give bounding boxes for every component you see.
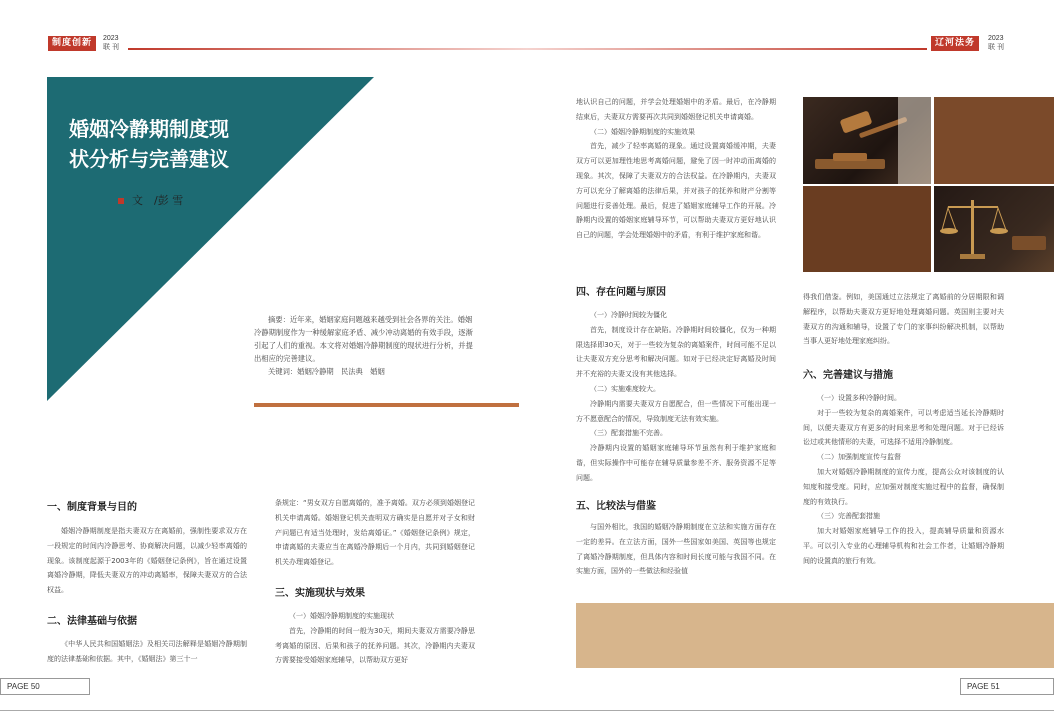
footer-rule-right [527, 710, 1054, 711]
title-line-1: 婚姻冷静期制度现 [69, 117, 229, 141]
issue-label-right: 联 刊 [988, 44, 1004, 51]
column-3-body: 地认识自己的问题，并学会处理婚姻中的矛盾。最后，在冷静期结束后，夫妻双方需要再次共同到婚姻登记机关申请离婚。 （二）婚姻冷静期制度的实施效果 首先，减少了轻率离婚的现象。通过设置离婚缓冲期，夫妻双方可以更加理性地思考离婚问题，避免了因一时冲动而离婚的现象。其次，保障了夫妻双方的合法权益。在冷静期内，夫妻双方可以充分了解离婚的法律后果，并对孩子的抚养和财产分割等问题进行妥善处理。最后，促进了婚姻家庭辅导工作的开展。冷静期内设置的婚姻家庭辅导环节，可以帮助夫妻双方更好地认识自己的问题，学会处理婚姻中的矛盾，有利于维护家庭和谐。 [576, 98, 776, 240]
issue-info-right [988, 34, 1004, 52]
section-4-title: 四、存在问题与原因 [576, 287, 666, 298]
issue-year: 2023 [103, 35, 119, 42]
column-4-body: 得我们借鉴。例如，美国通过立法规定了离婚前的分居期限和调解程序，以帮助夫妻双方更好地处理离婚问题。英国则主要对夫妻双方的沟通和辅导，设置了专门的家事纠纷解决机制，以帮助当事人更好地处理家庭纠纷。 [803, 293, 1004, 346]
section-6-title: 六、完善建议与措施 [803, 370, 893, 381]
brown-block [934, 97, 1054, 184]
keywords: 关键词：婚姻冷静期 民法典 婚姻 [268, 367, 385, 376]
issue-info [103, 34, 119, 52]
page-number-right: PAGE 51 [960, 678, 1054, 695]
article-title [69, 114, 269, 174]
column-2-body: 条规定：“男女双方自愿离婚的，准予离婚。双方必须到婚姻登记机关申请离婚。婚姻登记机关查明双方确实是自愿并对子女和财产问题已有适当处理时，发给离婚证。”《婚姻登记条例》规定，申请离婚的夫妻应当在离婚冷静期后一个月内，共同到婚姻登记机关办理离婚登记。 [275, 499, 475, 567]
tan-band [576, 603, 1054, 668]
title-line-2: 状分析与完善建议 [69, 147, 229, 171]
section-5-body: 与国外相比，我国的婚姻冷静期制度在立法和实施方面存在一定的差异。在立法方面，国外一些国家如美国、英国等也规定了离婚冷静期制度，但具体内容和时间长度可能与我国不同。在实施方面，国外的一些做法和经验值 [576, 523, 776, 576]
section-5-title: 五、比较法与借鉴 [576, 501, 656, 512]
gavel-icon [803, 97, 931, 184]
byline [118, 192, 183, 208]
scales-icon [934, 186, 1054, 272]
section-2-body: 《中华人民共和国婚姻法》及相关司法解释是婚姻冷静期制度的法律基础和依据。其中，《婚姻法》第三十一 [47, 640, 247, 663]
footer-rule [0, 710, 527, 711]
dark-brown-block [803, 186, 931, 272]
header-rule-right [527, 48, 927, 50]
section-1-body: 婚姻冷静期制度是指夫妻双方在离婚前，强制性要求双方在一段规定的时间内冷静思考、协商解决问题，以减少轻率离婚的现象。该制度起源于2003年的《婚姻登记条例》，旨在通过设置离婚冷静期，降低夫妻双方的冲动离婚率，保障夫妻双方的合法权益。 [47, 527, 247, 595]
section-1-title: 一、制度背景与目的 [47, 502, 137, 513]
section-3-body: （一）婚姻冷静期制度的实施现状 首先，冷静期的时间一般为30天，期间夫妻双方需要冷静思考离婚的原因、后果和孩子的抚养问题。其次，冷静期内夫妻双方需要接受婚姻家庭辅导，以帮助双方更好 [275, 612, 475, 665]
square-bullet-icon [118, 198, 124, 204]
author: 文 /彭 雪 [132, 194, 184, 207]
section-2-title: 二、法律基础与依据 [47, 616, 137, 627]
abstract-text: 摘要：近年来，婚姻家庭问题越来越受到社会各界的关注。婚姻冷静期制度作为一种缓解家庭矛盾、减少冲动离婚的有效手段，逐渐引起了人们的重视。本文将对婚姻冷静期制度的现状进行分析，并提出相应的完善建议。 [254, 315, 473, 363]
header-rule [128, 48, 527, 50]
section-6-body: （一）设置多种冷静时间。 对于一些较为复杂的离婚案件，可以考虑适当延长冷静期时间，以便夫妻双方有更多的时间来思考和处理问题。对于已经诉讼过或其他情形的夫妻，可选择不适用冷静制度。 （二）加强制度宣传与监督 加大对婚姻冷静期制度的宣传力度，提高公众对该制度的认知度和接受度。同时，应加强对制度实施过程中的监督，确保制度的有效执行。 （三）完善配套措施 加大对婚姻家庭辅导工作的投入，提高辅导质量和资源水平。可以引入专业的心理辅导机构和社会工作者，让婚姻冷静期间的设置真的旅行有效。 [803, 394, 1004, 565]
abstract-bar [254, 403, 519, 407]
section-tag-right: 辽河法务 [931, 36, 979, 51]
photo-grid [803, 97, 1054, 272]
page-number-left: PAGE 50 [0, 678, 90, 695]
gavel-photo [803, 97, 931, 184]
section-4-body: （一）冷静时间较为僵化 首先，制度设计存在缺陷。冷静期时间较僵化，仅为一种期限选择即30天，对于一些较为复杂的离婚案件，时间可能不足以让夫妻双方充分思考和解决问题。如对于已经决定好离婚及时间并不充裕的夫妻又没有其他选择。 （二）实施难度较大。 冷静期内需要夫妻双方自愿配合，但一些情况下可能出现一方不愿意配合的情况，导致制度无法有效实施。 （三）配套措施不完善。 冷静期内设置的婚姻家庭辅导环节虽然有利于维护家庭和谐，但实际操作中可能存在辅导质量参差不齐、服务资源不足等问题。 [576, 311, 776, 482]
issue-year-right: 2023 [988, 35, 1004, 42]
issue-label: 联 刊 [103, 44, 119, 51]
scales-photo [934, 186, 1054, 272]
section-tag: 制度创新 [48, 36, 96, 51]
abstract [254, 313, 478, 378]
section-3-title: 三、实施现状与效果 [275, 588, 365, 599]
